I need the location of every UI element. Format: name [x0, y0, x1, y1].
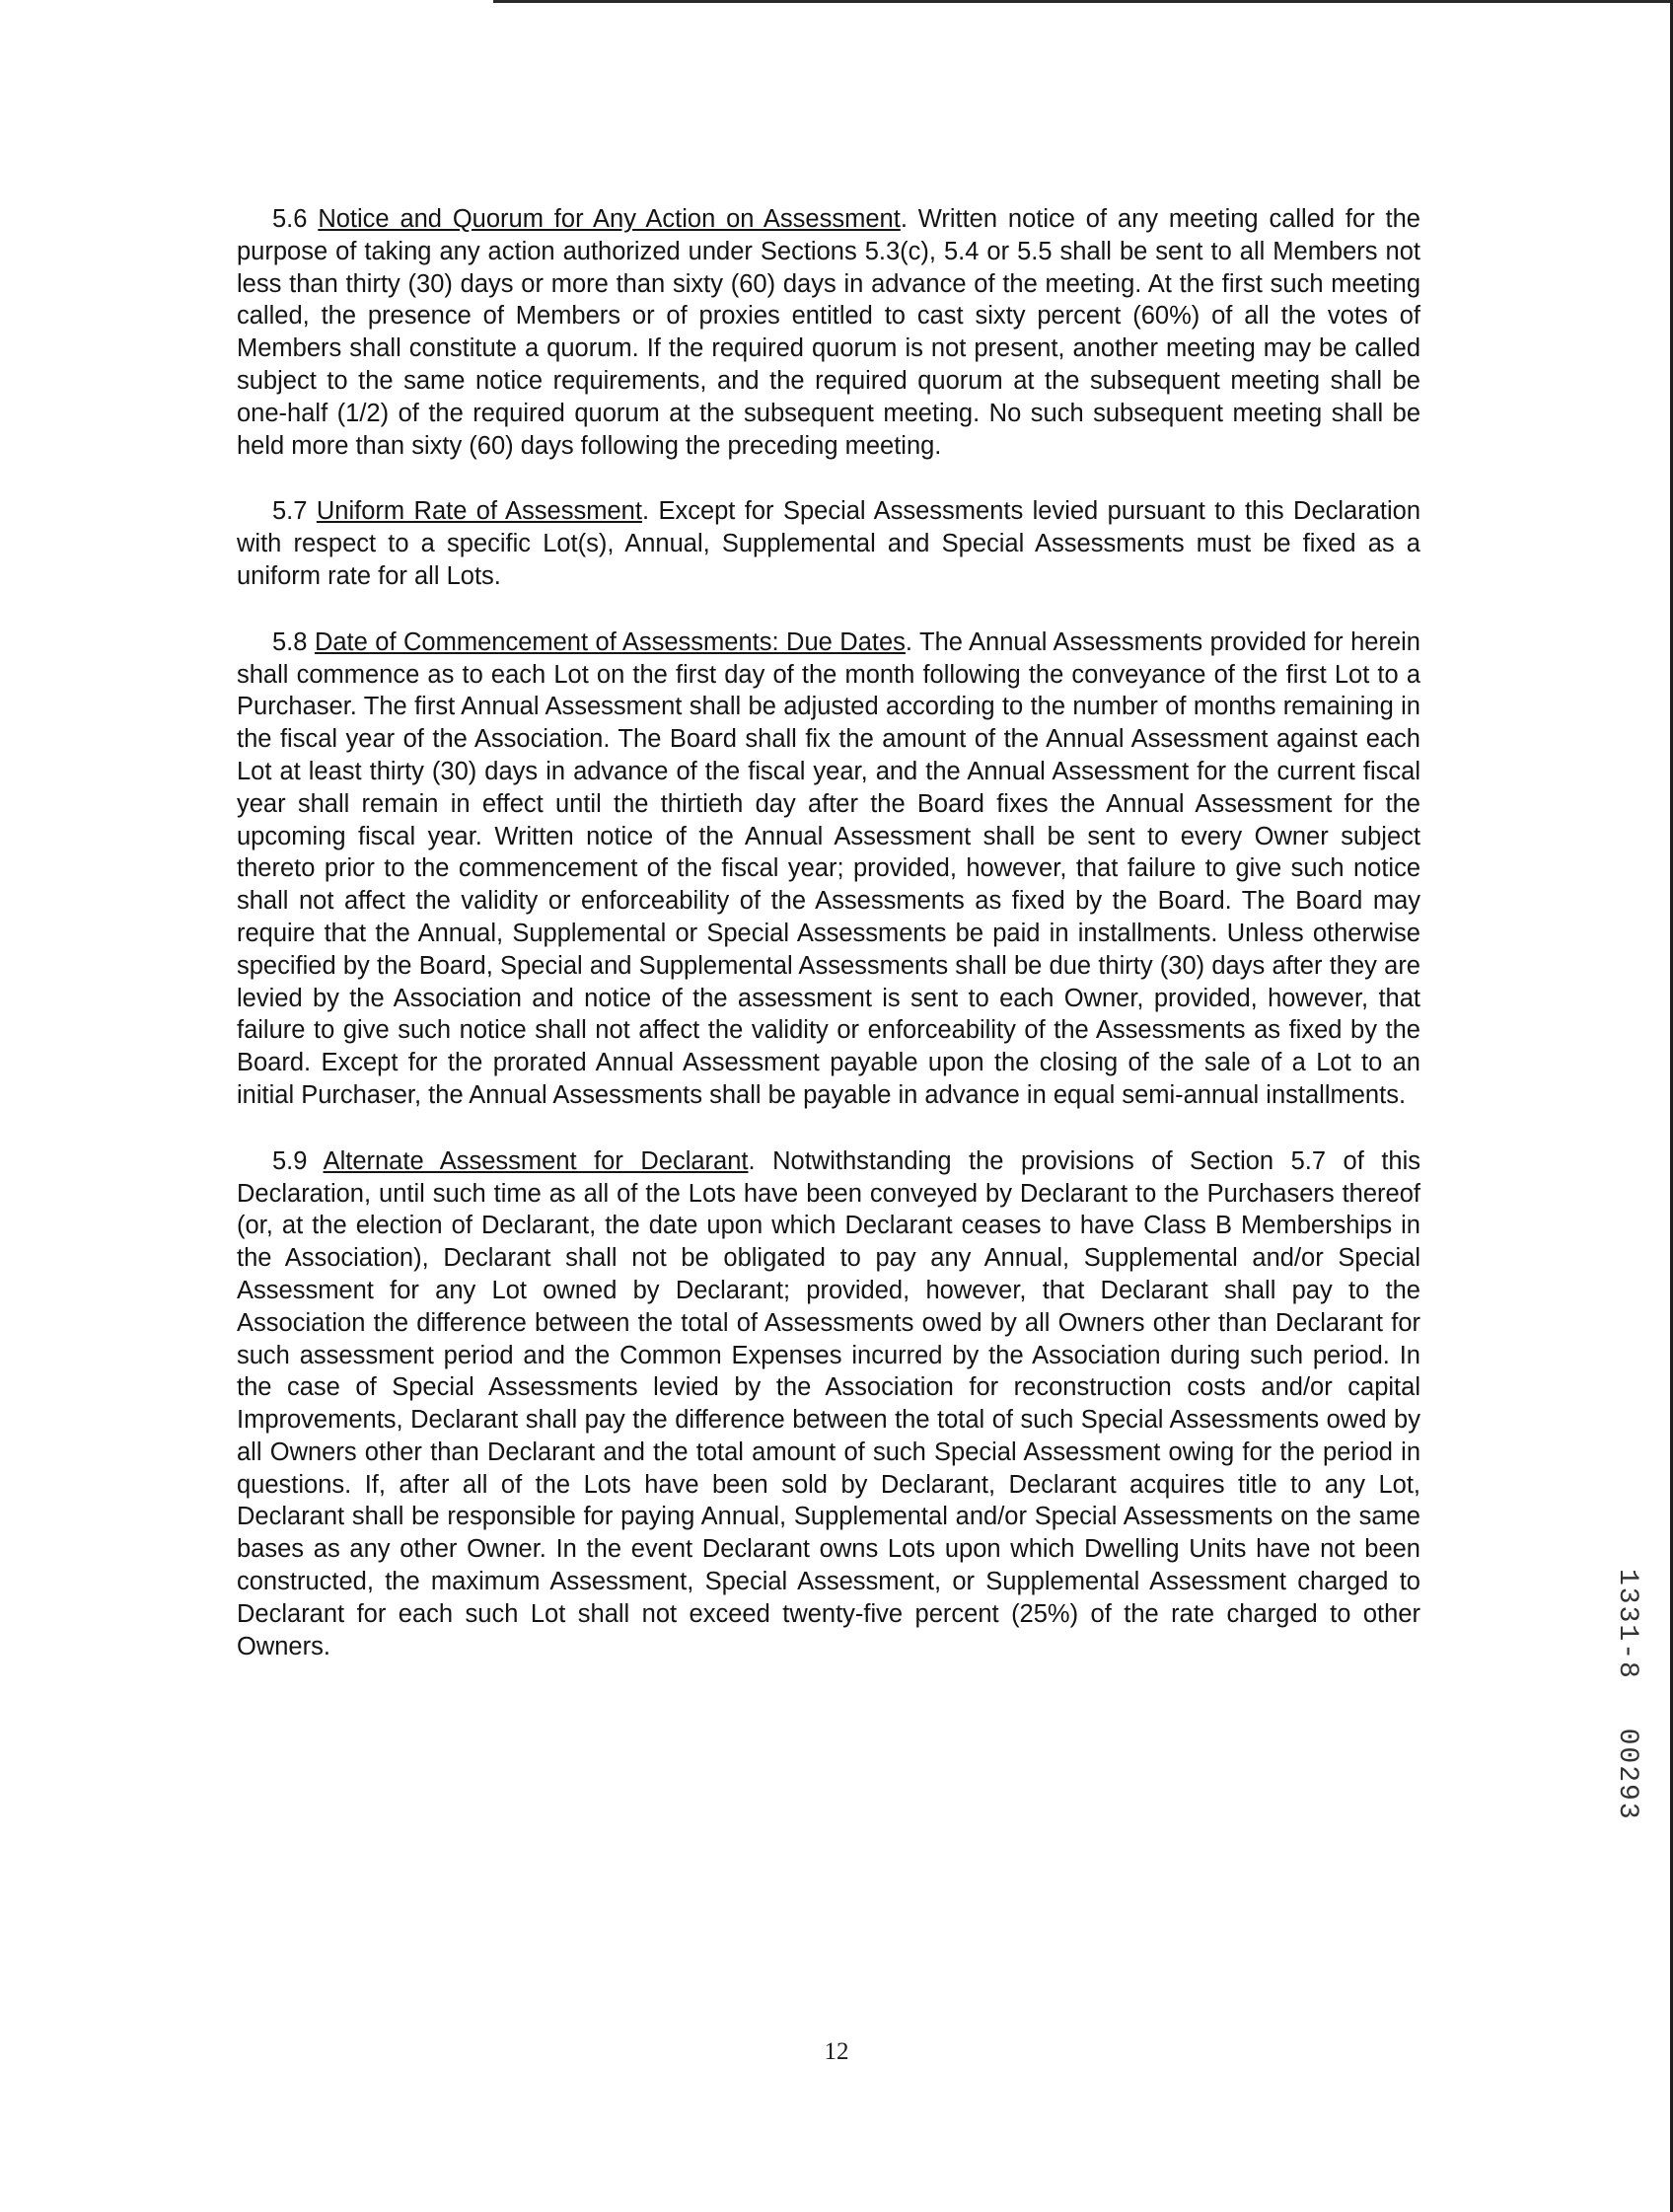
margin-document-stamp: 1331-8 00293	[1612, 1569, 1642, 1821]
section-text: Notwithstanding the provisions of Section 5.7 of this Declaration, until such time as all of the Lots have been conveyed by Declarant to the Purchasers thereof (or, at the election of Declarant, the date upon which Declarant ceases to have Class B Memberships in the Association), Declarant shall not be obligated to pay any Annual, Supplemental and/or Special Assessment for any Lot owned by Declarant; provided, however, that Declarant shall pay to the Association the difference between the total of Assessments owed by all Owners other than Declarant for such assessment period and the Common Expenses incurred by the Association during such period. In the case of Special Assessments levied by the Association for reconstruction costs and/or capital Improvements, Declarant shall pay the difference between the total of such Special Assessments owed by all Owners other than Declarant and the total amount of such Special Assessment owing for the period in questions. If, after all of the Lots have been sold by Declarant, Declarant acquires title to any Lot, Declarant shall be responsible for paying Annual, Supplemental and/or Special Assessments on the same bases as any other Owner. In the event Declarant owns Lots upon which Dwelling Units have not been constructed, the maximum Assessment, Special Assessment, or Supplemental Assessment charged to Declarant for each such Lot shall not exceed twenty-five percent (25%) of the rate charged to other Owners.	[237, 1146, 1421, 1660]
section-5-8: 5.8 Date of Commencement of Assessments: Due Dates. The Annual Assessments provided for herein shall commence as to each Lot on the first day of the month following the conveyance of the first Lot to a Purchaser. The first Annual Assessment shall be adjusted according to the number of months remaining in the fiscal year of the Association. The Board shall fix the amount of the Annual Assessment against each Lot at least thirty (30) days in advance of the fiscal year, and the Annual Assessment for the current fiscal year shall remain in effect until the thirtieth day after the Board fixes the Annual Assessment for the upcoming fiscal year. Written notice of the Annual Assessment shall be sent to every Owner subject thereto prior to the commencement of the fiscal year; provided, however, that failure to give such notice shall not affect the validity or enforceability of the Assessments as fixed by the Board. The Board may require that the Annual, Supplemental or Special Assessments be paid in installments. Unless otherwise specified by the Board, Special and Supplemental Assessments shall be due thirty (30) days after they are levied by the Association and notice of the assessment is sent to each Owner, provided, however, that failure to give such notice shall not affect the validity or enforceability of the Assessments as fixed by the Board. Except for the prorated Annual Assessment payable upon the closing of the sale of a Lot to an initial Purchaser, the Annual Assessments shall be payable in advance in equal semi-annual installments.	[237, 627, 1420, 1109]
section-number: 5.8	[272, 627, 308, 656]
section-heading: Notice and Quorum for Any Action on Assessment	[318, 205, 901, 233]
section-text: Written notice of any meeting called for the purpose of taking any action authorized under Sections 5.3(c), 5.4 or 5.5 shall be sent to all Members not less than thirty (30) days or more than sixty (60) days in advance of the meeting. At the first such meeting called, the presence of Members or of proxies entitled to cast sixty percent (60%) of all the votes of Members shall constitute a quorum. If the required quorum is not present, another meeting may be called subject to the same notice requirements, and the required quorum at the subsequent meeting shall be one-half (1/2) of the required quorum at the subsequent meeting. No such subsequent meeting shall be held more than sixty (60) days following the preceding meeting.	[237, 205, 1420, 460]
section-5-9: 5.9 Alternate Assessment for Declarant. Notwithstanding the provisions of Section 5.7 of this Declaration, until such time as all of the Lots have been conveyed by Declarant to the Purchasers thereof (or, at the election of Declarant, the date upon which Declarant ceases to have Class B Memberships in the Association), Declarant shall not be obligated to pay any Annual, Supplemental and/or Special Assessment for any Lot owned by Declarant; provided, however, that Declarant shall pay to the Association the difference between the total of Assessments owed by all Owners other than Declarant for such assessment period and the Common Expenses incurred by the Association during such period. In the case of Special Assessments levied by the Association for reconstruction costs and/or capital Improvements, Declarant shall pay the difference between the total of such Special Assessments owed by all Owners other than Declarant and the total amount of such Special Assessment owing for the period in questions. If, after all of the Lots have been sold by Declarant, Declarant acquires title to any Lot, Declarant shall be responsible for paying Annual, Supplemental and/or Special Assessments on the same bases as any other Owner. In the event Declarant owns Lots upon which Dwelling Units have not been constructed, the maximum Assessment, Special Assessment, or Supplemental Assessment charged to Declarant for each such Lot shall not exceed twenty-five percent (25%) of the rate charged to other Owners.	[237, 1146, 1421, 1660]
section-5-6: 5.6 Notice and Quorum for Any Action on Assessment. Written notice of any meeting called for the purpose of taking any action authorized under Sections 5.3(c), 5.4 or 5.5 shall be sent to all Members not less than thirty (30) days or more than sixty (60) days in advance of the meeting. At the first such meeting called, the presence of Members or of proxies entitled to cast sixty percent (60%) of all the votes of Members shall constitute a quorum. If the required quorum is not present, another meeting may be called subject to the same notice requirements, and the required quorum at the subsequent meeting shall be one-half (1/2) of the required quorum at the subsequent meeting. No such subsequent meeting shall be held more than sixty (60) days following the preceding meeting.	[237, 205, 1420, 460]
section-heading: Date of Commencement of Assessments: Due Dates	[314, 627, 906, 656]
section-text: The Annual Assessments provided for herein shall commence as to each Lot on the first day of the month following the conveyance of the first Lot to a Purchaser. The first Annual Assessment shall be adjusted according to the number of months remaining in the fiscal year of the Association. The Board shall fix the amount of the Annual Assessment against each Lot at least thirty (30) days in advance of the fiscal year, and the Annual Assessment for the current fiscal year shall remain in effect until the thirtieth day after the Board fixes the Annual Assessment for the upcoming fiscal year. Written notice of the Annual Assessment shall be sent to every Owner subject thereto prior to the commencement of the fiscal year; provided, however, that failure to give such notice shall not affect the validity or enforceability of the Assessments as fixed by the Board. The Board may require that the Annual, Supplemental or Special Assessments be paid in installments. Unless otherwise specified by the Board, Special and Supplemental Assessments shall be due thirty (30) days after they are levied by the Association and notice of the assessment is sent to each Owner, provided, however, that failure to give such notice shall not affect the validity or enforceability of the Assessments as fixed by the Board. Except for the prorated Annual Assessment payable upon the closing of the sale of a Lot to an initial Purchaser, the Annual Assessments shall be payable in advance in equal semi-annual installments.	[237, 627, 1420, 1109]
page-number: 12	[824, 2038, 849, 2065]
scan-top-border	[493, 0, 1673, 3]
section-number: 5.6	[272, 205, 308, 233]
section-number: 5.9	[272, 1146, 308, 1175]
section-number: 5.7	[272, 497, 308, 526]
document-body	[237, 203, 1420, 1696]
section-heading: Uniform Rate of Assessment	[316, 497, 642, 526]
section-5-7: 5.7 Uniform Rate of Assessment. Except for Special Assessments levied pursuant to this Declaration with respect to a specific Lot(s), Annual, Supplemental and Special Assessments must be fixed as a uniform rate for all Lots.	[237, 497, 1421, 590]
section-text: Except for Special Assessments levied pursuant to this Declaration with respect to a specific Lot(s), Annual, Supplemental and Special Assessments must be fixed as a uniform rate for all Lots.	[237, 497, 1421, 590]
section-heading: Alternate Assessment for Declarant	[323, 1146, 749, 1175]
